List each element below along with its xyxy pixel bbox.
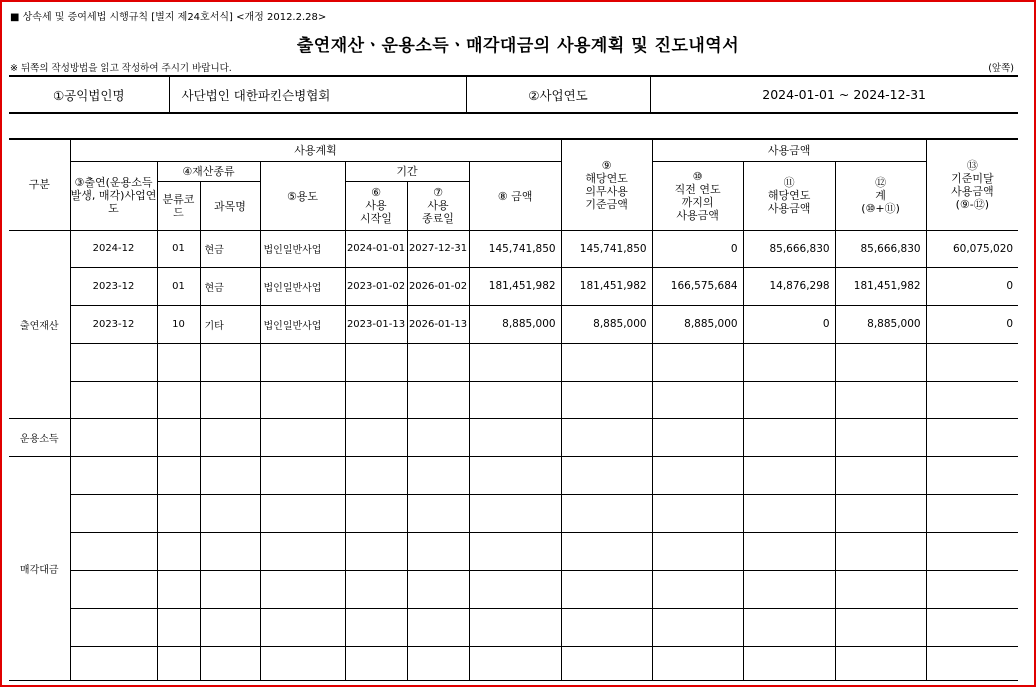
empty-cell[interactable] [70,494,157,532]
cell-end[interactable]: 2026-01-13 [407,305,469,343]
cell-shortfall[interactable]: 0 [926,267,1018,305]
empty-cell[interactable] [652,570,743,608]
cell-mandatory[interactable]: 8,885,000 [561,305,652,343]
empty-cell[interactable] [70,532,157,570]
empty-cell[interactable] [469,456,561,494]
empty-cell[interactable] [561,381,652,418]
empty-cell[interactable] [652,494,743,532]
empty-cell[interactable] [345,381,407,418]
empty-cell[interactable] [469,646,561,680]
header-shortfall: ⑬ 기준미달 사용금액 (⑨-⑫) [926,139,1018,230]
empty-cell[interactable] [835,646,926,680]
cell-code[interactable]: 10 [157,305,200,343]
empty-cell[interactable] [70,608,157,646]
header-mandatory-amount: ⑨ 해당연도 의무사용 기준금액 [561,139,652,230]
empty-cell[interactable] [835,381,926,418]
empty-cell[interactable] [743,532,835,570]
empty-cell[interactable] [469,418,561,456]
empty-cell[interactable] [260,418,345,456]
info-table [9,75,1018,114]
cell-code[interactable]: 01 [157,230,200,267]
empty-cell[interactable] [260,532,345,570]
cell-purpose[interactable]: 법인일반사업 [260,230,345,267]
section-operating-income: 운용소득 [9,418,70,456]
empty-cell[interactable] [157,418,200,456]
empty-cell[interactable] [652,418,743,456]
empty-cell[interactable] [157,570,200,608]
empty-cell[interactable] [157,494,200,532]
empty-cell[interactable] [561,343,652,381]
section-sale-proceeds: 매각대금 [9,456,70,680]
org-name-label: ①공익법인명 [9,76,169,113]
cell-end[interactable]: 2026-01-02 [407,267,469,305]
empty-cell[interactable] [926,608,1018,646]
empty-cell[interactable] [652,381,743,418]
empty-cell[interactable] [70,646,157,680]
empty-cell[interactable] [70,381,157,418]
empty-cell[interactable] [345,418,407,456]
empty-cell[interactable] [345,494,407,532]
empty-cell[interactable] [652,532,743,570]
empty-cell[interactable] [407,608,469,646]
empty-cell[interactable] [345,646,407,680]
header-contribution-year: ③출연(운용소득 발생, 매각)사업연도 [70,161,157,230]
section-contribution: 출연재산 [9,230,70,418]
cell-year[interactable]: 2023-12 [70,305,157,343]
empty-cell[interactable] [200,381,260,418]
cell-year[interactable]: 2023-12 [70,267,157,305]
org-name-value[interactable]: 사단법인 대한파킨슨병협회 [169,76,466,113]
header-this-year-used: ⑪ 해당연도 사용금액 [743,161,835,230]
header-total-used: ⑫ 계 (⑩+⑪) [835,161,926,230]
empty-cell[interactable] [926,646,1018,680]
empty-cell[interactable] [926,494,1018,532]
fiscal-year-label: ②사업연도 [466,76,650,113]
header-account-name: 과목명 [200,181,260,230]
empty-cell[interactable] [200,343,260,381]
empty-cell[interactable] [407,456,469,494]
empty-cell[interactable] [345,608,407,646]
empty-cell[interactable] [743,456,835,494]
empty-cell[interactable] [561,418,652,456]
cell-account[interactable]: 현금 [200,267,260,305]
empty-cell[interactable] [157,343,200,381]
empty-cell[interactable] [157,456,200,494]
empty-cell[interactable] [835,494,926,532]
empty-cell[interactable] [743,646,835,680]
empty-cell[interactable] [835,418,926,456]
empty-cell[interactable] [407,343,469,381]
empty-cell[interactable] [469,608,561,646]
empty-cell[interactable] [561,570,652,608]
empty-cell[interactable] [835,456,926,494]
cell-year[interactable]: 2024-12 [70,230,157,267]
empty-cell[interactable] [407,381,469,418]
form-title: 출연재산ㆍ운용소득ㆍ매각대금의 사용계획 및 진도내역서 [296,36,740,56]
cell-account[interactable]: 현금 [200,230,260,267]
header-class-code: 분류코드 [157,181,200,230]
empty-cell[interactable] [200,532,260,570]
empty-cell[interactable] [260,608,345,646]
empty-cell[interactable] [200,494,260,532]
cell-start[interactable]: 2023-01-13 [345,305,407,343]
empty-cell[interactable] [652,646,743,680]
cell-total[interactable]: 8,885,000 [835,305,926,343]
empty-cell[interactable] [835,532,926,570]
cell-code[interactable]: 01 [157,267,200,305]
cell-current[interactable]: 0 [743,305,835,343]
empty-cell[interactable] [469,570,561,608]
empty-cell[interactable] [70,343,157,381]
empty-cell[interactable] [561,646,652,680]
empty-cell[interactable] [835,608,926,646]
cell-mandatory[interactable]: 181,451,982 [561,267,652,305]
empty-cell[interactable] [743,494,835,532]
empty-cell[interactable] [926,418,1018,456]
empty-cell[interactable] [743,418,835,456]
cell-purpose[interactable]: 법인일반사업 [260,267,345,305]
empty-cell[interactable] [200,570,260,608]
empty-cell[interactable] [743,570,835,608]
empty-cell[interactable] [260,381,345,418]
empty-cell[interactable] [561,494,652,532]
empty-cell[interactable] [926,570,1018,608]
empty-cell[interactable] [260,646,345,680]
empty-cell[interactable] [200,456,260,494]
empty-cell[interactable] [926,343,1018,381]
empty-cell[interactable] [926,381,1018,418]
empty-cell[interactable] [652,608,743,646]
empty-cell[interactable] [926,456,1018,494]
cell-shortfall[interactable]: 60,075,020 [926,230,1018,267]
cell-amount[interactable]: 8,885,000 [469,305,561,343]
empty-cell[interactable] [469,343,561,381]
empty-cell[interactable] [926,532,1018,570]
cell-total[interactable]: 181,451,982 [835,267,926,305]
empty-cell[interactable] [743,381,835,418]
cell-end[interactable]: 2027-12-31 [407,230,469,267]
empty-cell[interactable] [70,418,157,456]
empty-cell[interactable] [200,608,260,646]
cell-total[interactable]: 85,666,830 [835,230,926,267]
cell-amount[interactable]: 145,741,850 [469,230,561,267]
cell-account[interactable]: 기타 [200,305,260,343]
cell-start[interactable]: 2024-01-01 [345,230,407,267]
empty-cell[interactable] [407,494,469,532]
empty-cell[interactable] [407,570,469,608]
cell-amount[interactable]: 181,451,982 [469,267,561,305]
usage-table [9,138,1018,681]
header-asset-type: ④재산종류 [157,161,260,181]
cell-prev[interactable]: 0 [652,230,743,267]
empty-cell[interactable] [345,456,407,494]
empty-cell[interactable] [835,343,926,381]
cell-start[interactable]: 2023-01-02 [345,267,407,305]
empty-cell[interactable] [469,494,561,532]
empty-cell[interactable] [157,646,200,680]
empty-cell[interactable] [70,456,157,494]
empty-cell[interactable] [260,456,345,494]
empty-cell[interactable] [345,343,407,381]
header-category: 구분 [9,139,70,230]
empty-cell[interactable] [345,532,407,570]
header-usage-plan: 사용계획 [70,139,561,161]
fiscal-year-value[interactable]: 2024-01-01 ~ 2024-12-31 [650,76,1018,113]
cell-shortfall[interactable]: 0 [926,305,1018,343]
empty-cell[interactable] [561,608,652,646]
cell-mandatory[interactable]: 145,741,850 [561,230,652,267]
empty-cell[interactable] [743,608,835,646]
instruction-note: ※ 뒤쪽의 작성방법을 읽고 작성하여 주시기 바랍니다. [10,63,232,74]
header-amount: ⑧ 금액 [469,161,561,230]
header-used-amount: 사용금액 [652,139,926,161]
header-end-date: ⑦ 사용 종료일 [407,181,469,230]
header-purpose: ⑤용도 [260,161,345,230]
empty-cell[interactable] [157,532,200,570]
page-side-label: (앞쪽) [988,63,1014,74]
empty-cell[interactable] [200,418,260,456]
header-period: 기간 [345,161,469,181]
empty-cell[interactable] [260,343,345,381]
empty-cell[interactable] [70,570,157,608]
cell-prev[interactable]: 166,575,684 [652,267,743,305]
empty-cell[interactable] [743,343,835,381]
empty-cell[interactable] [652,456,743,494]
cell-purpose[interactable]: 법인일반사업 [260,305,345,343]
empty-cell[interactable] [835,570,926,608]
empty-cell[interactable] [407,532,469,570]
empty-cell[interactable] [345,570,407,608]
empty-cell[interactable] [157,381,200,418]
empty-cell[interactable] [260,494,345,532]
cell-prev[interactable]: 8,885,000 [652,305,743,343]
cell-current[interactable]: 14,876,298 [743,267,835,305]
empty-cell[interactable] [561,456,652,494]
header-prev-years-used: ⑩ 직전 연도 까지의 사용금액 [652,161,743,230]
empty-cell[interactable] [157,608,200,646]
empty-cell[interactable] [469,381,561,418]
empty-cell[interactable] [260,570,345,608]
empty-cell[interactable] [561,532,652,570]
empty-cell[interactable] [407,646,469,680]
form-reference-note: ■ 상속세 및 증여세법 시행규칙 [별지 제24호서식] <개정 2012.2.28> [10,12,327,23]
header-start-date: ⑥ 사용 시작일 [345,181,407,230]
cell-current[interactable]: 85,666,830 [743,230,835,267]
empty-cell[interactable] [469,532,561,570]
empty-cell[interactable] [200,646,260,680]
empty-cell[interactable] [652,343,743,381]
empty-cell[interactable] [407,418,469,456]
